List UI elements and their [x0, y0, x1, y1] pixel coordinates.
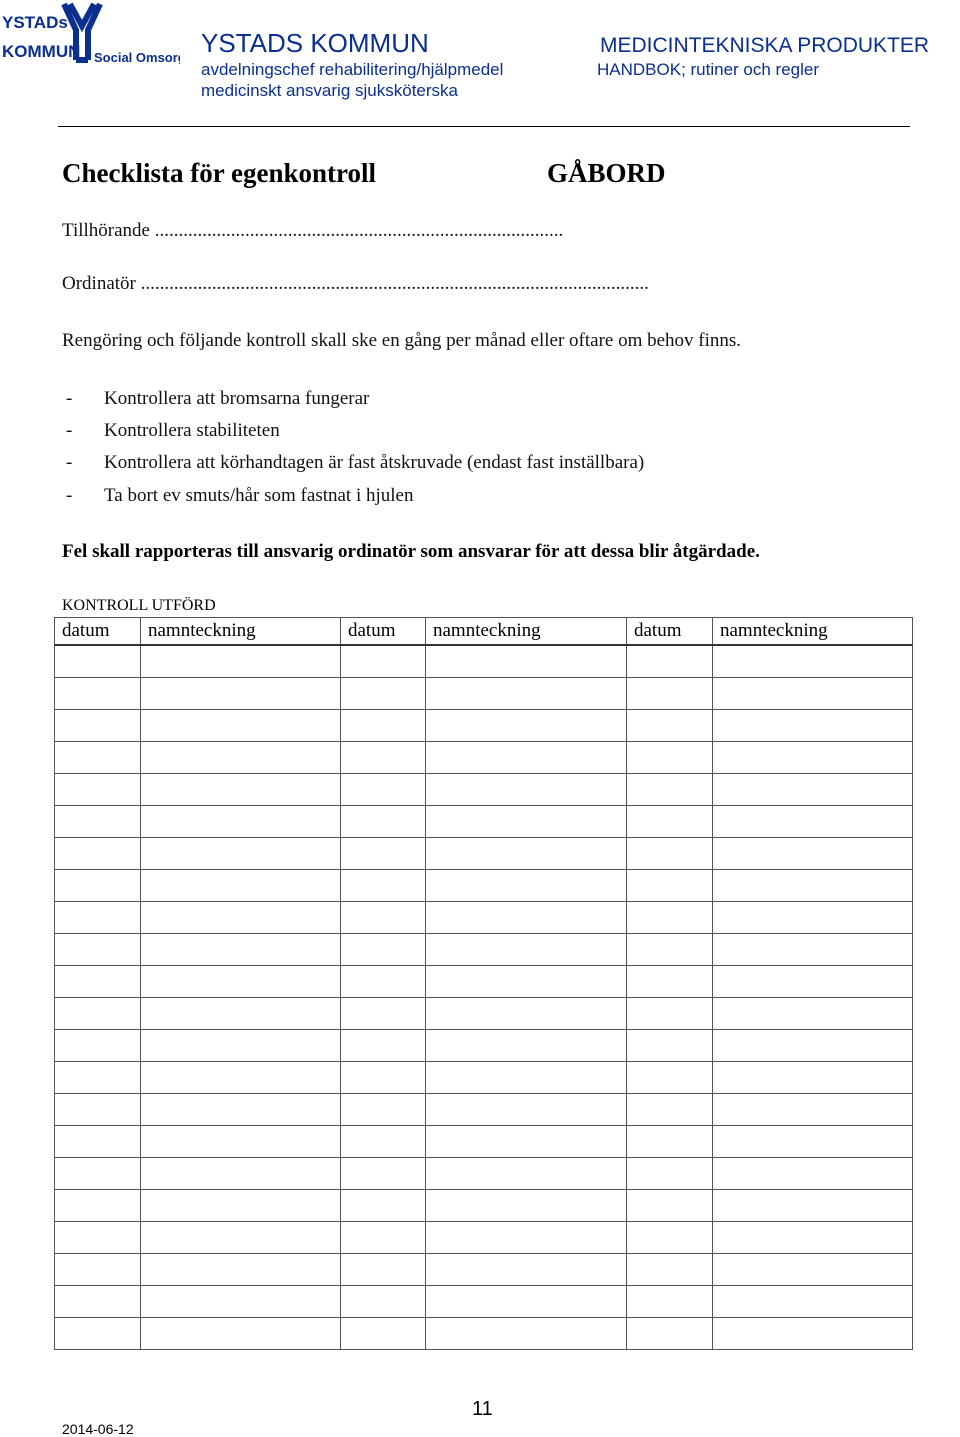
log-cell-namnteckning — [141, 838, 341, 870]
log-cell-datum — [627, 1158, 713, 1190]
log-cell-datum — [627, 1126, 713, 1158]
log-cell-namnteckning — [713, 645, 913, 678]
table-row — [55, 870, 913, 902]
log-cell-datum — [55, 1062, 141, 1094]
column-header-datum: datum — [55, 618, 141, 646]
log-cell-datum — [627, 1286, 713, 1318]
table-row — [55, 678, 913, 710]
log-cell-namnteckning — [713, 1286, 913, 1318]
log-cell-datum — [341, 1318, 426, 1350]
log-cell-datum — [627, 998, 713, 1030]
log-cell-namnteckning — [426, 1190, 627, 1222]
log-cell-namnteckning — [426, 742, 627, 774]
log-cell-namnteckning — [426, 645, 627, 678]
log-cell-datum — [55, 1094, 141, 1126]
log-cell-datum — [627, 1030, 713, 1062]
page-number: 11 — [472, 1398, 493, 1420]
log-cell-namnteckning — [426, 1254, 627, 1286]
checklist-item-text: Kontrollera att körhandtagen är fast åtskruvade (endast fast inställbara) — [104, 452, 645, 473]
log-cell-datum — [341, 1126, 426, 1158]
logo-text: Social Omsorg — [94, 50, 180, 65]
table-row — [55, 774, 913, 806]
log-cell-datum — [55, 1190, 141, 1222]
log-cell-namnteckning — [426, 966, 627, 998]
checklist-item — [66, 452, 644, 474]
log-cell-datum — [341, 1286, 426, 1318]
log-cell-datum — [55, 742, 141, 774]
column-header-datum: datum — [341, 618, 426, 646]
control-log-table — [54, 617, 913, 1350]
log-cell-datum — [627, 1062, 713, 1094]
log-cell-datum — [627, 902, 713, 934]
log-cell-namnteckning — [713, 902, 913, 934]
table-row — [55, 1094, 913, 1126]
log-cell-namnteckning — [141, 1254, 341, 1286]
bullet-dash: - — [66, 388, 73, 409]
bullet-dash: - — [66, 420, 73, 441]
bullet-dash: - — [66, 452, 73, 473]
field-tillhorande: Tillhörande ...................................................................................... — [62, 220, 564, 241]
log-cell-datum — [341, 838, 426, 870]
log-cell-namnteckning — [141, 774, 341, 806]
log-cell-datum — [55, 1254, 141, 1286]
log-cell-datum — [627, 806, 713, 838]
log-cell-datum — [627, 838, 713, 870]
log-cell-datum — [55, 774, 141, 806]
table-row — [55, 966, 913, 998]
log-cell-datum — [341, 1190, 426, 1222]
log-cell-datum — [341, 1254, 426, 1286]
log-cell-datum — [341, 902, 426, 934]
log-cell-namnteckning — [141, 1030, 341, 1062]
table-row — [55, 1126, 913, 1158]
log-cell-namnteckning — [426, 1318, 627, 1350]
field-ordinator: Ordinatör ........................................................................................................... — [62, 273, 649, 294]
log-cell-datum — [55, 1318, 141, 1350]
log-cell-datum — [627, 1254, 713, 1286]
log-cell-namnteckning — [713, 742, 913, 774]
log-cell-datum — [55, 1222, 141, 1254]
table-row — [55, 1254, 913, 1286]
log-cell-namnteckning — [141, 1190, 341, 1222]
log-cell-datum — [341, 1094, 426, 1126]
log-cell-namnteckning — [713, 710, 913, 742]
log-cell-datum — [341, 678, 426, 710]
log-cell-namnteckning — [713, 1030, 913, 1062]
log-cell-namnteckning — [713, 838, 913, 870]
log-cell-namnteckning — [141, 742, 341, 774]
log-cell-namnteckning — [426, 1158, 627, 1190]
log-cell-datum — [55, 966, 141, 998]
log-cell-namnteckning — [141, 678, 341, 710]
log-cell-namnteckning — [713, 678, 913, 710]
log-cell-namnteckning — [141, 1126, 341, 1158]
log-cell-datum — [627, 870, 713, 902]
table-row — [55, 998, 913, 1030]
log-cell-datum — [627, 934, 713, 966]
log-cell-datum — [627, 678, 713, 710]
log-cell-datum — [341, 1030, 426, 1062]
log-cell-datum — [627, 1222, 713, 1254]
table-row — [55, 742, 913, 774]
column-header-datum: datum — [627, 618, 713, 646]
log-cell-datum — [341, 742, 426, 774]
table-row — [55, 1286, 913, 1318]
header-section-title: MEDICINTEKNISKA PRODUKTER — [600, 34, 930, 57]
log-cell-namnteckning — [141, 902, 341, 934]
log-cell-datum — [341, 1222, 426, 1254]
log-cell-datum — [55, 1030, 141, 1062]
log-cell-namnteckning — [426, 806, 627, 838]
log-cell-namnteckning — [426, 1062, 627, 1094]
log-cell-namnteckning — [141, 998, 341, 1030]
log-cell-namnteckning — [426, 934, 627, 966]
warning-text: Fel skall rapporteras till ansvarig ordinatör som ansvarar för att dessa blir åtgärdade. — [62, 541, 760, 562]
log-cell-datum — [341, 645, 426, 678]
log-cell-namnteckning — [713, 1062, 913, 1094]
checklist-item-text: Kontrollera stabiliteten — [104, 420, 280, 441]
checklist-item — [66, 485, 413, 507]
log-cell-namnteckning — [426, 870, 627, 902]
log-cell-datum — [627, 966, 713, 998]
log-cell-datum — [341, 1158, 426, 1190]
log-cell-namnteckning — [713, 774, 913, 806]
logo-line1: YSTADs — [2, 13, 68, 32]
log-cell-namnteckning — [426, 838, 627, 870]
table-header-row — [55, 618, 913, 646]
log-cell-datum — [627, 774, 713, 806]
log-cell-namnteckning — [713, 1318, 913, 1350]
log-cell-namnteckning — [426, 678, 627, 710]
log-cell-namnteckning — [141, 1222, 341, 1254]
log-cell-namnteckning — [713, 1254, 913, 1286]
table-row — [55, 1190, 913, 1222]
checklist-item — [66, 420, 280, 442]
log-cell-namnteckning — [426, 902, 627, 934]
log-cell-datum — [627, 710, 713, 742]
log-cell-namnteckning — [713, 1190, 913, 1222]
column-header-namnteckning: namnteckning — [713, 618, 913, 646]
log-cell-datum — [627, 1190, 713, 1222]
log-cell-namnteckning — [141, 934, 341, 966]
header-section-subtitle: HANDBOK; rutiner och regler — [597, 60, 820, 79]
header-org-name: YSTADS KOMMUN — [201, 28, 429, 58]
bullet-dash: - — [66, 485, 73, 506]
table-row — [55, 1062, 913, 1094]
log-cell-namnteckning — [426, 1286, 627, 1318]
log-cell-namnteckning — [141, 710, 341, 742]
footer-date: 2014-06-12 — [62, 1421, 134, 1437]
log-cell-namnteckning — [426, 998, 627, 1030]
log-cell-datum — [341, 998, 426, 1030]
log-cell-namnteckning — [141, 1318, 341, 1350]
log-cell-namnteckning — [426, 710, 627, 742]
log-cell-datum — [55, 934, 141, 966]
log-cell-namnteckning — [141, 1062, 341, 1094]
log-cell-datum — [55, 902, 141, 934]
header-org-line2: medicinskt ansvarig sjuksköterska — [201, 81, 458, 100]
intro-text: Rengöring och följande kontroll skall ske en gång per månad eller oftare om behov finns. — [62, 330, 742, 351]
log-cell-datum — [627, 645, 713, 678]
table-row — [55, 934, 913, 966]
table-row — [55, 1318, 913, 1350]
header-divider — [58, 126, 910, 127]
log-cell-datum — [627, 1318, 713, 1350]
log-cell-namnteckning — [141, 1158, 341, 1190]
log-cell-datum — [341, 710, 426, 742]
log-cell-namnteckning — [713, 966, 913, 998]
column-header-namnteckning: namnteckning — [141, 618, 341, 646]
header-org-line1: avdelningschef rehabilitering/hjälpmedel — [201, 60, 504, 79]
log-cell-datum — [341, 966, 426, 998]
log-cell-namnteckning — [713, 806, 913, 838]
log-cell-namnteckning — [141, 1094, 341, 1126]
document-title: Checklista för egenkontroll — [62, 158, 376, 188]
log-cell-namnteckning — [713, 1158, 913, 1190]
log-cell-datum — [55, 645, 141, 678]
checklist-item-text: Kontrollera att bromsarna fungerar — [104, 388, 370, 409]
logo-mark — [0, 0, 180, 72]
table-row — [55, 710, 913, 742]
checklist-item — [66, 388, 369, 410]
logo-line2: KOMMUN — [2, 42, 81, 61]
log-cell-datum — [341, 806, 426, 838]
log-cell-datum — [341, 774, 426, 806]
log-cell-namnteckning — [713, 934, 913, 966]
log-cell-datum — [55, 1286, 141, 1318]
log-cell-datum — [55, 806, 141, 838]
log-cell-datum — [627, 742, 713, 774]
log-cell-namnteckning — [141, 645, 341, 678]
table-row — [55, 1030, 913, 1062]
log-cell-namnteckning — [426, 1030, 627, 1062]
log-cell-namnteckning — [141, 1286, 341, 1318]
log-cell-datum — [55, 1126, 141, 1158]
log-cell-namnteckning — [141, 806, 341, 838]
table-row — [55, 838, 913, 870]
log-cell-namnteckning — [713, 1222, 913, 1254]
table-row — [55, 1222, 913, 1254]
product-name: GÅBORD — [547, 158, 666, 188]
log-cell-namnteckning — [141, 966, 341, 998]
log-cell-datum — [55, 1158, 141, 1190]
log-cell-namnteckning — [713, 870, 913, 902]
log-cell-namnteckning — [426, 774, 627, 806]
table-row — [55, 645, 913, 678]
log-cell-datum — [55, 870, 141, 902]
checklist-item-text: Ta bort ev smuts/hår som fastnat i hjulen — [104, 485, 414, 506]
log-cell-namnteckning — [713, 998, 913, 1030]
log-table-body — [55, 645, 913, 1350]
log-cell-datum — [55, 998, 141, 1030]
log-cell-datum — [341, 870, 426, 902]
log-cell-datum — [341, 1062, 426, 1094]
log-heading: KONTROLL UTFÖRD — [62, 597, 216, 614]
log-cell-namnteckning — [713, 1094, 913, 1126]
log-cell-datum — [55, 838, 141, 870]
log-cell-namnteckning — [713, 1126, 913, 1158]
log-cell-datum — [341, 934, 426, 966]
table-row — [55, 1158, 913, 1190]
ystad-kommun-logo — [0, 0, 180, 72]
log-cell-namnteckning — [141, 870, 341, 902]
log-cell-namnteckning — [426, 1222, 627, 1254]
log-cell-datum — [55, 710, 141, 742]
log-cell-namnteckning — [426, 1094, 627, 1126]
log-cell-datum — [55, 678, 141, 710]
log-cell-namnteckning — [426, 1126, 627, 1158]
table-row — [55, 902, 913, 934]
log-cell-datum — [627, 1094, 713, 1126]
table-row — [55, 806, 913, 838]
column-header-namnteckning: namnteckning — [426, 618, 627, 646]
